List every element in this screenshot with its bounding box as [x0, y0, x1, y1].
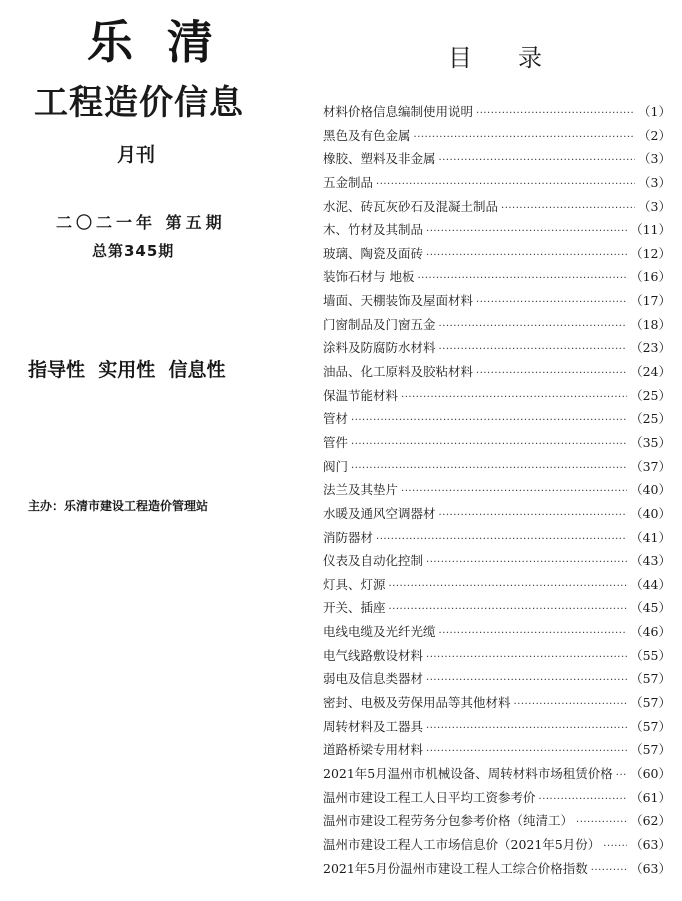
leader-dots: [439, 504, 628, 528]
toc-item-page: （25）: [630, 411, 671, 427]
toc-item[interactable]: [323, 715, 671, 739]
leader-dots: [376, 173, 635, 197]
toc-item-label: 玻璃、陶瓷及面砖: [323, 245, 424, 261]
toc-item-page: （25）: [630, 387, 671, 403]
leader-dots: [539, 788, 628, 812]
toc-item[interactable]: [323, 360, 671, 384]
toc-item[interactable]: [323, 265, 671, 289]
toc-item-page: （40）: [630, 482, 671, 498]
toc-item-label: 弱电及信息类器材: [323, 671, 424, 687]
toc-item-page: （24）: [630, 364, 671, 380]
leader-dots: [426, 717, 627, 741]
publication-city-title: 乐清: [87, 15, 247, 69]
toc-item[interactable]: [323, 336, 671, 360]
toc-item[interactable]: [323, 667, 671, 691]
toc-item[interactable]: [323, 549, 671, 573]
toc-item-label: 木、竹材及其制品: [323, 222, 424, 238]
leader-dots: [401, 480, 627, 504]
toc-item-label: 消防器材: [323, 529, 374, 545]
toc-item-label: 管件: [323, 434, 349, 450]
toc-item[interactable]: [323, 100, 671, 124]
toc-item-label: 黑色及有色金属: [323, 127, 411, 143]
leader-dots: [426, 740, 627, 764]
toc-item-page: （55）: [630, 647, 671, 663]
toc-item-page: （63）: [630, 836, 671, 852]
toc-item-label: 电气线路敷设材料: [323, 647, 424, 663]
toc-item-page: （16）: [630, 269, 671, 285]
toc-item-page: （18）: [630, 316, 671, 332]
toc-item-label: 油品、化工原料及胶粘材料: [323, 364, 474, 380]
toc-item-page: （11）: [630, 222, 671, 238]
sponsor: 主办：乐清市建设工程造价管理站: [28, 499, 209, 513]
leader-dots: [514, 693, 628, 717]
toc-item[interactable]: [323, 313, 671, 337]
toc-item[interactable]: [323, 218, 671, 242]
toc-item-page: （57）: [630, 742, 671, 758]
leader-dots: [603, 835, 627, 859]
toc-item[interactable]: [323, 478, 671, 502]
toc-item-label: 温州市建设工程劳务分包参考价格（纯清工）: [323, 813, 574, 829]
toc-item[interactable]: [323, 147, 671, 171]
toc-item[interactable]: [323, 384, 671, 408]
toc-item[interactable]: [323, 644, 671, 668]
toc-item[interactable]: [323, 596, 671, 620]
toc-item-page: （62）: [630, 813, 671, 829]
toc-item[interactable]: [323, 786, 671, 810]
leader-dots: [439, 338, 628, 362]
toc-item-label: 电线电缆及光纤光缆: [323, 624, 436, 640]
toc-item-label: 装饰石材与 地板: [323, 269, 415, 285]
toc-item-label: 温州市建设工程工人日平均工资参考价: [323, 789, 536, 805]
toc-item-label: 周转材料及工器具: [323, 718, 424, 734]
leader-dots: [389, 575, 628, 599]
toc-title: 目录: [448, 44, 588, 72]
cover-panel: [0, 0, 300, 901]
toc-item[interactable]: [323, 762, 671, 786]
leader-dots: [501, 197, 635, 221]
toc-item-page: （3）: [638, 198, 671, 214]
toc-item-page: （40）: [630, 505, 671, 521]
toc-item-label: 材料价格信息编制使用说明: [323, 104, 474, 119]
toc-item-label: 橡胶、塑料及非金属: [323, 151, 436, 167]
toc-item[interactable]: [323, 691, 671, 715]
toc-item[interactable]: [323, 857, 671, 881]
toc-item-label: 保温节能材料: [323, 387, 399, 403]
leader-dots: [439, 315, 628, 339]
toc-item-page: （61）: [630, 789, 671, 805]
leader-dots: [476, 291, 627, 315]
leader-dots: [439, 149, 636, 173]
toc-item-label: 法兰及其垫片: [323, 482, 399, 498]
toc-item[interactable]: [323, 809, 671, 833]
leader-dots: [351, 433, 627, 457]
toc-item-label: 道路桥梁专用材料: [323, 742, 424, 758]
toc-item-label: 灯具、灯源: [323, 576, 386, 592]
toc-item-page: （57）: [630, 718, 671, 734]
toc-item[interactable]: [323, 620, 671, 644]
toc-item[interactable]: [323, 195, 671, 219]
leader-dots: [426, 646, 627, 670]
toc-item-label: 管材: [323, 411, 349, 427]
toc-item[interactable]: [323, 455, 671, 479]
toc-item-page: （43）: [630, 553, 671, 569]
toc-item-page: （57）: [630, 695, 671, 711]
leader-dots: [414, 126, 636, 150]
toc-item[interactable]: [323, 526, 671, 550]
leader-dots: [417, 267, 627, 291]
publication-title: 工程造价信息: [34, 83, 244, 123]
toc-item[interactable]: [323, 431, 671, 455]
table-of-contents: [323, 100, 671, 880]
toc-item-page: （23）: [630, 340, 671, 356]
toc-item[interactable]: [323, 573, 671, 597]
toc-item-page: （45）: [630, 600, 671, 616]
issue-number: 二〇二一年 第五期: [56, 213, 226, 232]
leader-dots: [401, 386, 627, 410]
toc-item-label: 涂料及防腐防水材料: [323, 340, 436, 356]
toc-item-page: （44）: [630, 576, 671, 592]
leader-dots: [389, 598, 628, 622]
toc-item-label: 门窗制品及门窗五金: [323, 316, 436, 332]
leader-dots: [439, 622, 628, 646]
toc-item[interactable]: [323, 242, 671, 266]
leader-dots: [351, 457, 627, 481]
toc-item-page: （63）: [630, 860, 671, 876]
leader-dots: [591, 859, 627, 883]
toc-item[interactable]: [323, 289, 671, 313]
toc-item-page: （57）: [630, 671, 671, 687]
leader-dots: [426, 244, 627, 268]
toc-item[interactable]: [323, 407, 671, 431]
leader-dots: [476, 362, 627, 386]
publication-frequency: 月刊: [116, 144, 155, 166]
toc-item-page: （17）: [630, 293, 671, 309]
leader-dots: [576, 811, 627, 835]
slogan: 指导性 实用性 信息性: [28, 359, 226, 381]
toc-item-label: 温州市建设工程人工市场信息价（2021年5月份）: [323, 836, 601, 852]
leader-dots: [376, 528, 627, 552]
leader-dots: [476, 102, 635, 126]
toc-item-page: （1）: [638, 104, 671, 119]
toc-item-page: （35）: [630, 434, 671, 450]
leader-dots: [426, 669, 627, 693]
toc-item-page: （3）: [638, 151, 671, 167]
toc-item-label: 墙面、天棚装饰及屋面材料: [323, 293, 474, 309]
toc-item[interactable]: [323, 738, 671, 762]
toc-item-page: （3）: [638, 174, 671, 190]
toc-item-label: 水暖及通风空调器材: [323, 505, 436, 521]
issue-total-number: 总第345期: [92, 242, 175, 260]
toc-item-page: （37）: [630, 458, 671, 474]
toc-item-label: 阀门: [323, 458, 349, 474]
leader-dots: [426, 551, 627, 575]
toc-item-page: （2）: [638, 127, 671, 143]
toc-item-label: 2021年5月温州市机械设备、周转材料市场租赁价格: [323, 765, 613, 781]
toc-item-label: 密封、电极及劳保用品等其他材料: [323, 695, 511, 711]
leader-dots: [616, 764, 627, 788]
toc-item-page: （12）: [630, 245, 671, 261]
toc-item-page: （41）: [630, 529, 671, 545]
toc-item-label: 仪表及自动化控制: [323, 553, 424, 569]
toc-item-label: 五金制品: [323, 174, 374, 190]
toc-item-page: （60）: [630, 765, 671, 781]
toc-item[interactable]: [323, 171, 671, 195]
toc-item[interactable]: [323, 124, 671, 148]
toc-item-label: 开关、插座: [323, 600, 386, 616]
toc-item-label: 水泥、砖瓦灰砂石及混凝土制品: [323, 198, 499, 214]
leader-dots: [351, 409, 627, 433]
leader-dots: [426, 220, 627, 244]
toc-item-page: （46）: [630, 624, 671, 640]
toc-item[interactable]: [323, 502, 671, 526]
toc-item[interactable]: [323, 833, 671, 857]
toc-item-label: 2021年5月份温州市建设工程人工综合价格指数: [323, 860, 588, 876]
